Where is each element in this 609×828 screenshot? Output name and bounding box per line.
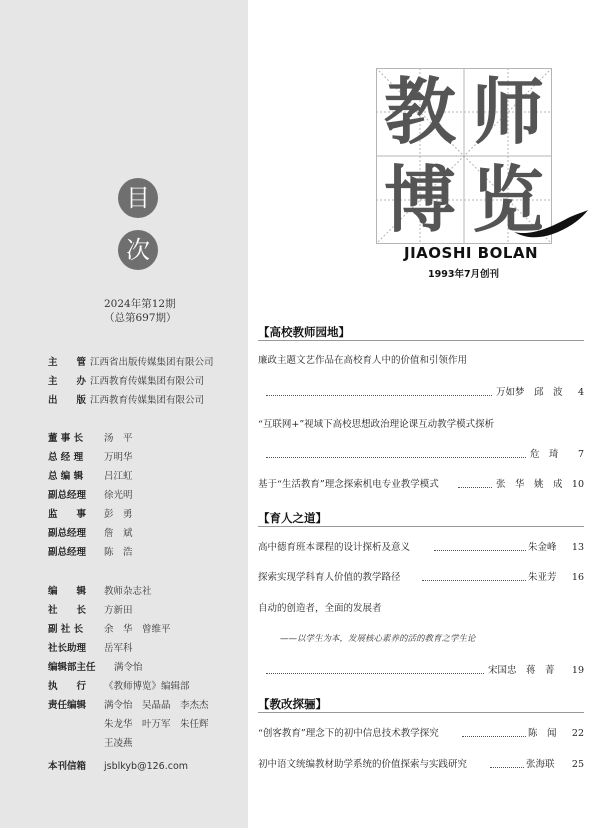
leader-dots	[434, 550, 526, 551]
info-value: 江西省出版传媒集团有限公司	[90, 357, 214, 368]
info-value: 教师杂志社	[104, 586, 152, 597]
entry-author: 宋国忠 蒋 菁	[488, 665, 555, 676]
info-row	[48, 508, 133, 522]
info-label: 执 行	[48, 681, 87, 692]
info-value: 彭 勇	[104, 509, 133, 520]
info-value: 方新田	[104, 605, 133, 616]
info-value: 吕江虹	[104, 471, 133, 482]
entry-page: 19	[571, 665, 584, 676]
section-title: 【高校教师园地】	[258, 325, 350, 339]
entry-page: 4	[577, 387, 584, 398]
info-label: 副 社 长	[48, 624, 84, 635]
info-label: 副总经理	[48, 547, 87, 558]
toc-entry[interactable]	[258, 354, 584, 368]
info-row	[48, 642, 133, 656]
info-label: 主 办	[48, 376, 87, 387]
info-label: 责任编辑	[48, 700, 87, 711]
info-value: 汤 平	[104, 433, 133, 444]
toc-entry[interactable]	[258, 664, 584, 678]
entry-author: 陈 闻	[528, 728, 557, 739]
founded-date: 1993年7月创刊	[428, 269, 500, 280]
left-panel	[0, 0, 248, 828]
info-value: 《教师博览》编辑部	[104, 681, 190, 692]
entry-page: 16	[571, 572, 584, 583]
entry-page: 10	[571, 479, 584, 490]
leader-dots	[266, 457, 526, 458]
masthead-char-4: 览	[471, 158, 544, 242]
entry-title: 廉政主题文艺作品在高校育人中的价值和引领作用	[258, 355, 468, 366]
leader-dots	[458, 487, 492, 488]
info-value: 余 华 曾维平	[104, 624, 171, 635]
info-row	[48, 470, 133, 484]
info-label: 副总经理	[48, 490, 87, 501]
brush-stroke-icon	[510, 206, 590, 242]
entry-title: “创客教育”理念下的初中信息技术教学探究	[258, 728, 439, 739]
toc-entry[interactable]	[258, 478, 584, 492]
entry-subtitle: ——以学生为本，发展核心素养的活的教育之学生论	[280, 634, 476, 644]
masthead-char-2: 师	[471, 70, 544, 154]
entry-author: 张海联	[526, 759, 555, 770]
section-divider	[258, 340, 584, 341]
info-label: 董 事 长	[48, 433, 84, 444]
brand-name: JIAOSHI BOLAN	[404, 244, 539, 262]
leader-dots	[422, 580, 526, 581]
info-row	[48, 585, 152, 599]
toc-entry[interactable]	[258, 727, 584, 741]
toc-title-char-2: 次	[118, 230, 158, 270]
info-value: 詹 斌	[104, 528, 133, 539]
info-value: jsblkyb@126.com	[104, 761, 189, 772]
masthead-char-3: 博	[383, 158, 456, 242]
info-value: 岳军科	[104, 643, 133, 654]
entry-title: 初中语文统编教材助学系统的价值探索与实践研究	[258, 759, 468, 770]
info-value: 陈 浩	[104, 547, 133, 558]
info-row	[48, 527, 133, 541]
entry-title: 高中德育班本课程的设计探析及意义	[258, 542, 411, 553]
toc-title-char-1: 目	[118, 178, 158, 218]
issue-number: 2024年第12期	[104, 298, 176, 310]
entry-title: “互联网+”视域下高校思想政治理论课互动教学模式探析	[258, 419, 495, 430]
toc-entry[interactable]	[258, 386, 584, 400]
info-label: 编辑部主任	[48, 662, 96, 673]
toc-entry[interactable]	[258, 448, 584, 462]
info-row	[48, 356, 214, 370]
masthead-char-1: 教	[383, 70, 456, 154]
info-value: 王凌燕	[104, 738, 133, 749]
info-row	[48, 623, 171, 637]
info-value: 朱龙华 叶万军 朱任辉	[104, 719, 209, 730]
entry-author: 万如梦 邱 波	[496, 387, 563, 398]
info-label: 主 管	[48, 357, 87, 368]
info-label: 总 编 辑	[48, 471, 84, 482]
toc-entry[interactable]	[258, 602, 584, 616]
toc-entry[interactable]	[258, 571, 584, 585]
info-row	[48, 661, 143, 675]
leader-dots	[490, 767, 524, 768]
entry-author: 朱金峰	[528, 542, 557, 553]
info-row	[48, 546, 133, 560]
info-row	[48, 489, 133, 503]
section-divider	[258, 526, 584, 527]
entry-page: 7	[577, 449, 584, 460]
toc-entry[interactable]	[258, 758, 584, 772]
leader-dots	[266, 673, 484, 674]
info-label: 本刊信箱	[48, 761, 87, 772]
info-row	[48, 451, 133, 465]
entry-author: 危 琦	[530, 449, 559, 460]
info-row	[48, 432, 133, 446]
entry-author: 朱亚芳	[528, 572, 557, 583]
info-value: 徐光明	[104, 490, 133, 501]
leader-dots	[266, 395, 492, 396]
section-divider	[258, 712, 584, 713]
info-row	[48, 699, 209, 713]
entry-title: 探索实现学科育人价值的教学路径	[258, 572, 401, 583]
section-title: 【教改探骊】	[258, 697, 327, 711]
entry-author: 张 华 姚 成	[496, 479, 563, 490]
entry-title: 基于“生活教育”理念探索机电专业教学模式	[258, 479, 439, 490]
entry-page: 25	[571, 759, 584, 770]
info-value: 满令怡	[114, 662, 143, 673]
info-label: 出 版	[48, 395, 87, 406]
info-label: 社 长	[48, 605, 87, 616]
info-value: 江西教育传媒集团有限公司	[90, 395, 205, 406]
info-label: 编 辑	[48, 586, 87, 597]
toc-entry[interactable]	[258, 418, 584, 432]
info-row	[48, 760, 189, 774]
entry-page: 22	[571, 728, 584, 739]
info-label: 副总经理	[48, 528, 87, 539]
info-row	[48, 604, 133, 618]
section-title: 【育人之道】	[258, 511, 327, 525]
info-label: 总 经 理	[48, 452, 84, 463]
toc-entry[interactable]	[258, 541, 584, 555]
info-label: 监 事	[48, 509, 87, 520]
info-row	[48, 394, 205, 408]
info-value: 万明华	[104, 452, 133, 463]
total-issue-number: （总第697期）	[104, 312, 177, 324]
info-row	[48, 375, 205, 389]
info-value: 江西教育传媒集团有限公司	[90, 376, 205, 387]
leader-dots	[462, 736, 526, 737]
info-value: 满令怡 吴晶晶 李杰杰	[104, 700, 209, 711]
entry-title: 自动的创造者，全面的发展者	[258, 603, 382, 614]
info-row	[48, 680, 190, 694]
info-label: 社长助理	[48, 643, 87, 654]
entry-page: 13	[571, 542, 584, 553]
